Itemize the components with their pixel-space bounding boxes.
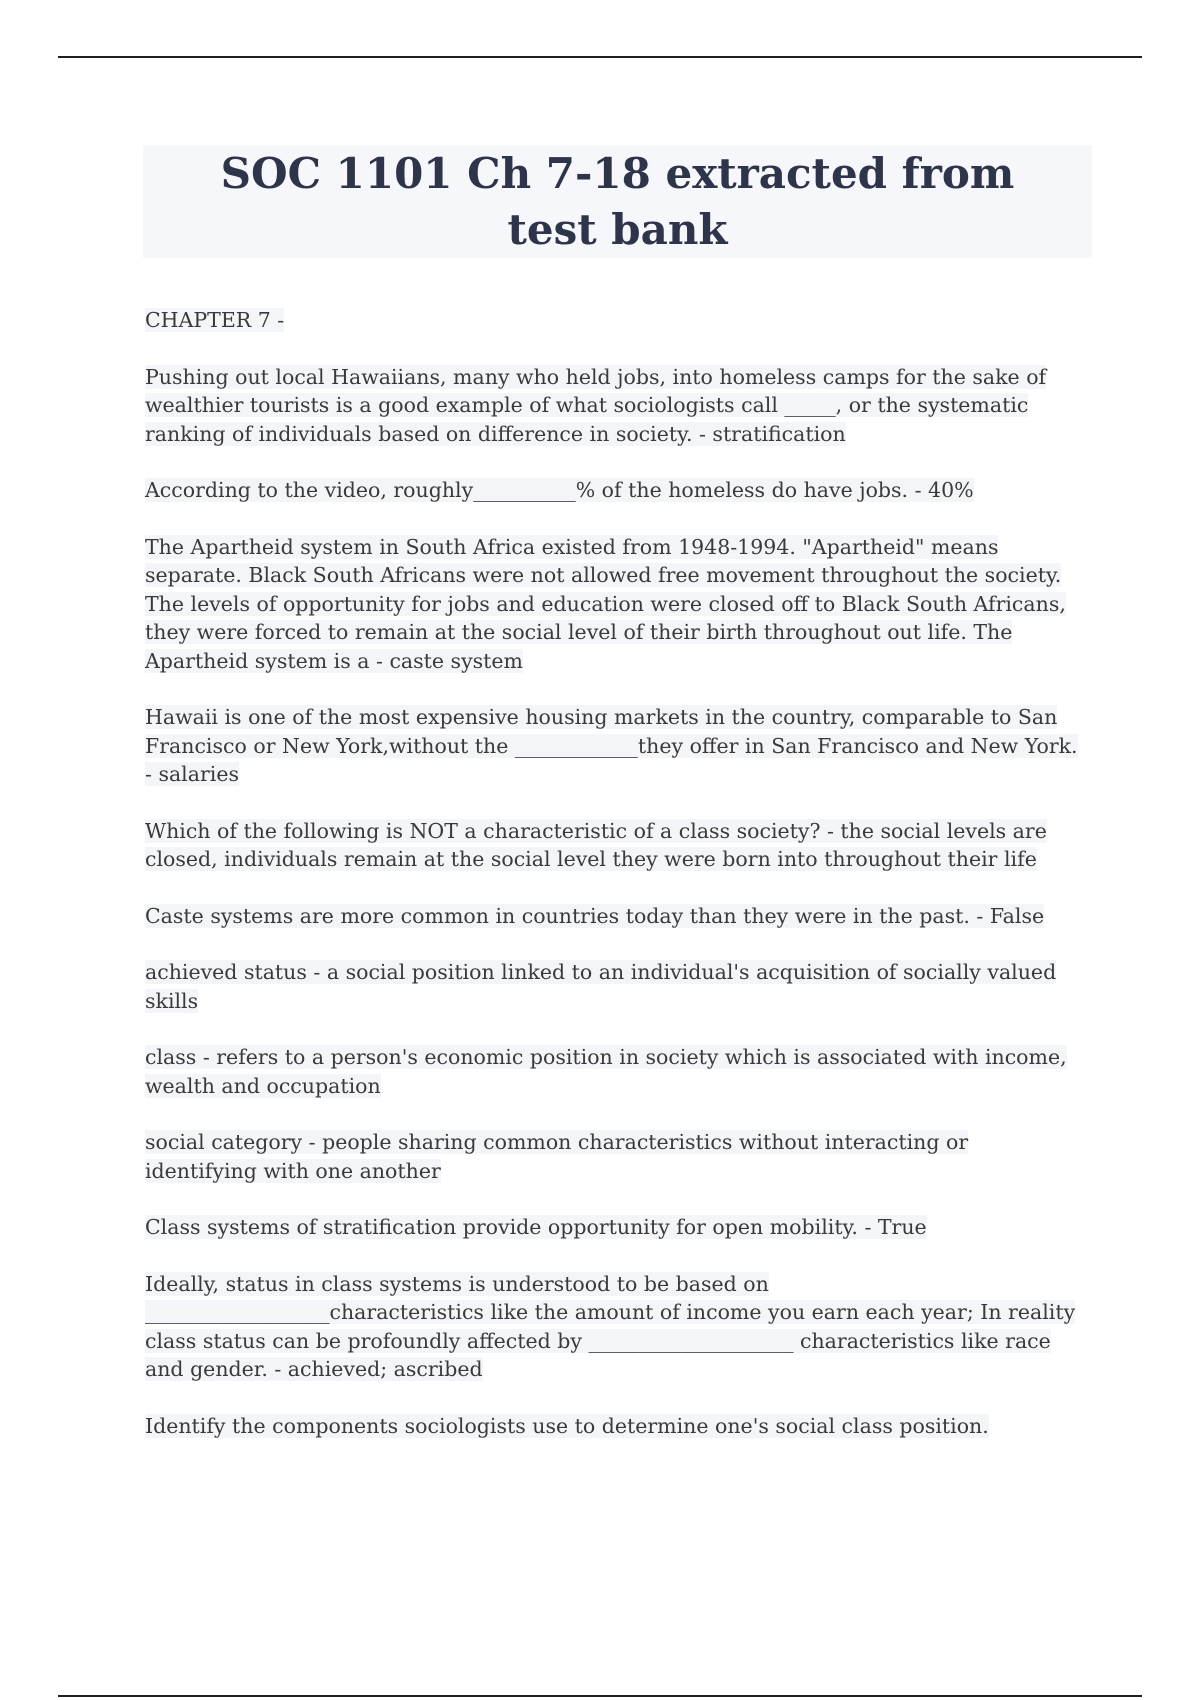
- paragraph-text: Ideally, status in class systems is understood to be based on __________________characteristics like the amount of income you earn each year; In reality class status can be profoundly affected by ____________________ characteristics like race and gender. - achieved; ascribed: [145, 1271, 1076, 1381]
- question-paragraph: [145, 1412, 1085, 1441]
- paragraph-text: Pushing out local Hawaiians, many who held jobs, into homeless camps for the sake of wealthier tourists is a good example of what sociologists call _____, or the systematic ranking of individuals based on difference in society. - stratification: [145, 364, 1047, 446]
- paragraph-text: Class systems of stratification provide opportunity for open mobility. - True: [145, 1215, 927, 1239]
- chapter-heading: [145, 306, 1085, 335]
- paragraph-text: achieved status - a social position linked to an individual's acquisition of socially valued skills: [145, 960, 1057, 1013]
- paragraph-text: According to the video, roughly__________% of the homeless do have jobs. - 40%: [145, 478, 974, 502]
- term-definition: [145, 1128, 1085, 1185]
- title-banner: [143, 145, 1092, 258]
- question-paragraph: [145, 1213, 1085, 1242]
- paragraph-text: class - refers to a person's economic position in society which is associated with income, wealth and occupation: [145, 1045, 1067, 1098]
- question-paragraph: [145, 1270, 1085, 1384]
- term-definition: [145, 1043, 1085, 1100]
- paragraph-text: Caste systems are more common in countries today than they were in the past. - False: [145, 903, 1045, 928]
- question-paragraph: [145, 476, 1085, 505]
- question-paragraph: [145, 363, 1085, 449]
- top-rule: [58, 56, 1142, 58]
- document-body: [145, 306, 1085, 1468]
- paragraph-text: The Apartheid system in South Africa existed from 1948-1994. "Apartheid" means separate. Black South Africans were not allowed free movement throughout the society. The levels of opportunity for jobs and education were closed off to Black South Africans, they were forced to remain at the social level of their birth throughout out life. The Apartheid system is a - caste system: [145, 534, 1066, 673]
- paragraph-text: social category - people sharing common characteristics without interacting or identifying with one another: [145, 1130, 969, 1183]
- term-definition: [145, 958, 1085, 1015]
- paragraph-text: CHAPTER 7 -: [145, 308, 285, 332]
- paragraph-text: Hawaii is one of the most expensive housing markets in the country, comparable to San Francisco or New York,without the ____________they offer in San Francisco and New York. - salaries: [145, 705, 1078, 786]
- bottom-rule: [58, 1695, 1142, 1697]
- question-paragraph: [145, 533, 1085, 676]
- question-paragraph: [145, 817, 1085, 874]
- question-paragraph: [145, 703, 1085, 789]
- question-paragraph: [145, 902, 1085, 931]
- document-title: SOC 1101 Ch 7-18 extracted from test bank: [220, 148, 1015, 254]
- paragraph-text: Identify the components sociologists use to determine one's social class position.: [145, 1413, 989, 1438]
- paragraph-text: Which of the following is NOT a characteristic of a class society? - the social levels are closed, individuals remain at the social level they were born into throughout their life: [145, 818, 1047, 871]
